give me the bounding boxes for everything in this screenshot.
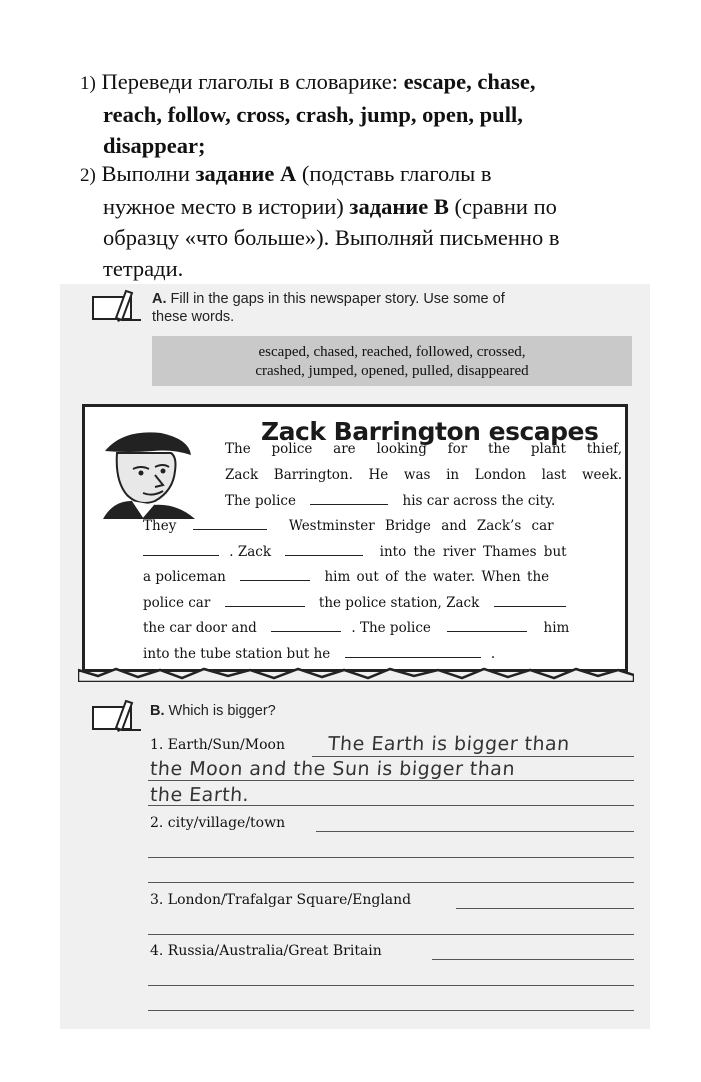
story-gap-3[interactable]: [143, 543, 219, 556]
torn-edge-decoration: [78, 666, 634, 682]
question-4: 4. Russia/Australia/Great Britain: [150, 943, 382, 959]
story-gap-4[interactable]: [285, 543, 363, 556]
story-title: Zack Barrington escapes: [261, 417, 599, 446]
story-gap-5[interactable]: [240, 568, 310, 581]
story-line-9-b: .: [490, 646, 496, 662]
story-line-5: [143, 543, 567, 560]
instruction-1-text: Переведи глаголы в словарике:: [101, 69, 404, 94]
story-line-9-a: into the tube station but he: [143, 646, 331, 662]
instruction-1: [80, 66, 680, 161]
task-a-heading-line2: these words.: [152, 309, 235, 325]
answer-1-line1: The Earth is bigger than: [327, 733, 571, 755]
question-1: 1. Earth/Sun/Moon: [150, 737, 285, 753]
story-gap-6[interactable]: [225, 594, 305, 607]
instruction-2-text-d: (сравни по: [448, 194, 557, 219]
answer-line[interactable]: [148, 780, 634, 781]
story-line-4: [143, 517, 554, 534]
story-gap-8[interactable]: [271, 619, 341, 632]
answer-line[interactable]: [432, 959, 634, 960]
write-pencil-icon-b: [92, 698, 142, 732]
write-pencil-icon: [92, 288, 142, 322]
answer-line[interactable]: [148, 805, 634, 806]
story-line-3-b: his car across the city.: [402, 493, 556, 509]
story-line-7-b: the police station, Zack: [318, 595, 480, 611]
task-a-heading-line1: Fill in the gaps in this newspaper story. Use some of: [170, 291, 505, 307]
story-line-6: [143, 568, 549, 585]
instruction-2-text-e: образцу «что больше»). Выполняй письменно в: [103, 225, 560, 250]
instruction-2-text-a: Выполни: [101, 161, 196, 186]
answer-line[interactable]: [148, 882, 634, 883]
instruction-2-task-a: задание А: [195, 161, 297, 186]
story-gap-10[interactable]: [345, 645, 481, 658]
word-bank-line2: crashed, jumped, opened, pulled, disappeared: [255, 363, 529, 379]
question-2: 2. city/village/town: [150, 815, 286, 831]
task-a-heading: [152, 290, 642, 326]
story-line-4-b: Westminster Bridge and Zack’s car: [288, 518, 554, 534]
story-gap-1[interactable]: [310, 492, 388, 505]
answer-line[interactable]: [148, 934, 634, 935]
task-b-heading-text: Which is bigger?: [168, 703, 276, 719]
word-bank-line1: escaped, chased, reached, followed, crossed,: [258, 344, 526, 360]
story-line-3-a: The police: [225, 493, 296, 509]
answer-1-line3: the Earth.: [149, 784, 250, 806]
newspaper-story: [82, 404, 628, 672]
story-line-1: The police are looking for the plant thief,: [225, 441, 622, 457]
instruction-2-number: 2): [80, 165, 96, 186]
instruction-2-text-c: нужное место в истории): [103, 194, 350, 219]
story-line-8-a: the car door and: [143, 620, 257, 636]
story-gap-7[interactable]: [494, 594, 566, 607]
story-line-6-a: a policeman: [143, 569, 226, 585]
answer-line[interactable]: [148, 985, 634, 986]
instruction-2-text-b: (подставь глаголы в: [296, 161, 492, 186]
answer-line[interactable]: [312, 756, 634, 757]
story-line-7: [143, 594, 566, 611]
story-line-6-b: him out of the water. When the: [324, 569, 550, 585]
story-line-3: [225, 492, 555, 509]
answer-line[interactable]: [456, 908, 634, 909]
story-line-4-a: They: [143, 518, 177, 534]
instruction-1-verbs-b: reach, follow, cross, crash, jump, open, pull,: [103, 102, 523, 127]
word-bank: [152, 336, 632, 386]
story-line-9: [143, 645, 495, 662]
thief-portrait-image: [93, 421, 201, 519]
instruction-1-verbs-c: disappear;: [103, 133, 206, 158]
instruction-2: [80, 158, 680, 284]
task-b-letter: B.: [150, 703, 165, 719]
story-line-8: [143, 619, 569, 636]
task-a-letter: A.: [152, 291, 167, 307]
story-line-5-a: . Zack: [229, 544, 272, 560]
textbook-scan: [60, 284, 650, 1029]
story-gap-9[interactable]: [447, 619, 527, 632]
story-line-7-a: police car: [143, 595, 211, 611]
task-b-heading: [150, 702, 276, 720]
answer-line[interactable]: [316, 831, 634, 832]
instruction-2-text-f: тетради.: [103, 256, 184, 281]
instruction-2-task-b: задание В: [349, 194, 449, 219]
answer-line[interactable]: [148, 1010, 634, 1011]
story-line-8-b: . The police: [351, 620, 431, 636]
answer-line[interactable]: [148, 857, 634, 858]
story-line-2: Zack Barrington. He was in London last week.: [225, 467, 622, 483]
question-3: 3. London/Trafalgar Square/England: [150, 892, 412, 908]
story-line-8-c: him: [543, 620, 570, 636]
answer-1-line2: the Moon and the Sun is bigger than: [149, 758, 516, 780]
instruction-1-verbs-a: escape, chase,: [403, 69, 536, 94]
story-line-5-b: into the river Thames but: [379, 544, 567, 560]
instruction-1-number: 1): [80, 73, 96, 94]
story-gap-2[interactable]: [193, 517, 267, 530]
